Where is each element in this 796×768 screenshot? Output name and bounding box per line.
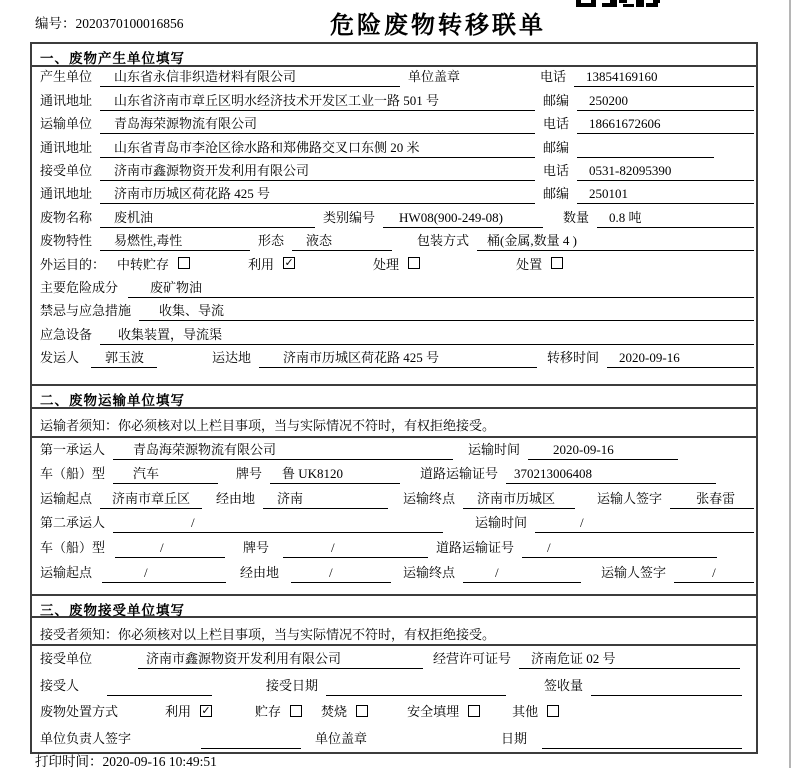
vehicle-type-value-2: / [115,540,225,558]
vehicle-type-value: 汽车 [113,463,218,484]
consignor-value: 郭玉波 [91,347,157,368]
terminus-label: 运输终点 [403,564,456,580]
license-number-value: 济南危证 02 号 [519,648,740,669]
terminus-value: 济南市历城区 [463,488,575,509]
road-permit-value-2: / [522,540,717,558]
category-code-value: HW08(900-249-08) [383,210,543,228]
purpose-transfer-storage-label: 中转贮存 [117,256,170,272]
checkbox-utilize: ✓ [201,703,211,717]
unit-seal-label: 单位盖章 [408,69,461,85]
postcode-label: 邮编 [543,92,570,108]
second-carrier-label: 第二承运人 [40,515,106,531]
section-1-body [32,67,756,384]
phone-label: 电话 [543,116,570,132]
waste-name-value: 废机油 [100,207,315,228]
serial-number-line [35,12,184,32]
plate-number-value-2: / [283,540,428,558]
checkbox-utilize: ✓ [284,256,294,270]
accepting-unit-label: 接受单位 [40,651,93,667]
consignor-row [32,348,756,371]
transporter-unit-value: 青岛海荣源物流有限公司 [100,113,535,134]
transfer-time-label: 转移时间 [547,350,600,366]
disposal-other-option [512,701,559,722]
purpose-dispose-option [516,254,563,275]
plate-number-value: 鲁 UK8120 [270,463,400,484]
hazard-component-value: 废矿物油 [128,277,754,298]
date-value [542,732,742,749]
origin-label: 运输起点 [40,564,93,580]
address-label: 通讯地址 [40,139,93,155]
receiver-unit-row [32,161,756,184]
transporter-address-value: 山东省青岛市李沧区徐水路和郑佛路交叉口东侧 20 米 [100,137,535,158]
shipping-purpose-label: 外运目的： [40,256,106,272]
address-label: 通讯地址 [40,92,93,108]
checkbox-transfer-storage [178,257,190,269]
packaging-label: 包装方式 [417,233,470,249]
emergency-measures-row [32,301,756,324]
print-time-line [35,750,217,768]
vehicle-type-label: 车（船）型 [40,466,106,482]
qr-code-partial [576,0,666,10]
via-label: 经由地 [216,490,256,506]
waste-property-label: 废物特性 [40,233,93,249]
section-2-body [32,438,756,594]
disposal-incinerate-option [321,701,368,722]
carrier-signature-value-2: / [674,565,754,583]
document-title: 危险废物转移联单 [330,13,546,39]
vehicle-type-label: 车（船）型 [40,540,106,556]
generator-postcode-value: 250200 [577,93,754,111]
plate-number-label: 牌号 [236,466,263,482]
generator-unit-value: 山东省永信非织造材料有限公司 [100,66,400,87]
purpose-dispose-label: 处置 [516,256,543,272]
accept-date-label: 接受日期 [266,677,319,693]
transport-time-label: 运输时间 [468,441,521,457]
disposal-other-label: 其他 [512,704,539,720]
receiver-notice: 接受者须知：你必须核对以上栏目事项，当与实际情况不符时，有权拒绝接受。 [32,618,756,646]
form-state-value: 液态 [292,230,392,251]
consignor-label: 发运人 [40,350,80,366]
receiver-address-row [32,184,756,207]
vehicle-type-row [32,463,756,488]
checkbox-incinerate [356,705,368,717]
disposal-utilize-option [165,701,212,722]
disposal-method-label: 废物处置方式 [40,704,119,720]
receiver-unit-label: 接受单位 [40,162,93,178]
quantity-value: 0.8 吨 [597,207,754,228]
generator-address-value: 山东省济南市章丘区明水经济技术开发区工业一路 501 号 [100,90,535,111]
generator-phone-value: 13854169160 [574,69,754,87]
generator-address-row [32,90,756,113]
carrier-signature-value: 张春雷 [670,488,754,509]
serial-label: 编号： [35,16,76,31]
via-value: 济南 [263,488,388,509]
postcode-label: 邮编 [543,186,570,202]
transporter-notice: 运输者须知：你必须核对以上栏目事项，当与实际情况不符时，有权拒绝接受。 [32,409,756,438]
transfer-time-value: 2020-09-16 [607,350,754,368]
generator-unit-row [32,67,756,90]
accept-date-value [326,679,506,696]
emergency-equipment-value: 收集装置，导流渠 [100,324,754,345]
receiver-address-value: 济南市历城区荷花路 425 号 [100,183,535,204]
transporter-postcode-value [577,141,714,158]
waste-name-label: 废物名称 [40,209,93,225]
hazard-component-row [32,278,756,301]
disposal-store-label: 贮存 [255,704,282,720]
transporter-unit-row [32,114,756,137]
responsible-signature-label: 单位负责人签字 [40,731,132,747]
transport-time-label: 运输时间 [475,515,528,531]
origin-value: 济南市章丘区 [100,488,202,509]
via-label: 经由地 [240,564,280,580]
purpose-treat-option [373,254,420,275]
purpose-utilize-option [248,254,295,275]
purpose-utilize-label: 利用 [248,256,275,272]
emergency-measures-value: 收集、导流 [139,300,754,321]
unit-seal-label: 单位盖章 [315,731,368,747]
receiver-postcode-value: 250101 [577,186,754,204]
disposal-utilize-label: 利用 [165,704,192,720]
emergency-equipment-label: 应急设备 [40,326,93,342]
route-row-2 [32,561,756,586]
first-carrier-row [32,438,756,463]
disposal-method-row [32,699,756,726]
carrier-signature-label: 运输人签字 [601,564,667,580]
waste-name-row [32,207,756,230]
checkbox-dispose [551,257,563,269]
hazard-component-label: 主要危险成分 [40,279,119,295]
road-permit-label: 道路运输证号 [420,466,499,482]
accepting-unit-row [32,646,756,673]
checkbox-store [290,705,302,717]
receiver-phone-value: 0531-82095390 [577,163,754,181]
section-2-heading: 二、废物运输单位填写 [32,386,756,409]
print-time-value: 2020-09-16 10:49:51 [102,754,217,768]
transport-time-value: 2020-09-16 [528,442,678,460]
origin-value-2: / [102,565,226,583]
acceptor-value [107,679,212,696]
purpose-treat-label: 处理 [373,256,400,272]
terminus-value-2: / [463,565,581,583]
disposal-landfill-label: 安全填埋 [407,704,460,720]
vehicle-type-row-2 [32,536,756,561]
responsible-signature-value [201,732,301,749]
generator-unit-label: 产生单位 [40,69,93,85]
packaging-value: 桶(金属,数量 4 ) [477,230,754,251]
checkbox-other [547,705,559,717]
phone-label: 电话 [540,69,567,85]
manifest-form [30,42,758,754]
acceptor-label: 接受人 [40,677,80,693]
road-permit-value: 370213006408 [506,466,716,484]
road-permit-label: 道路运输证号 [436,540,515,556]
waste-property-row [32,231,756,254]
emergency-equipment-row [32,324,756,347]
transporter-address-row [32,137,756,160]
page-right-edge [789,0,791,768]
plate-number-label: 牌号 [243,540,270,556]
route-row-1 [32,487,756,512]
print-time-label: 打印时间： [35,754,103,768]
waste-property-value: 易燃性,毒性 [100,230,250,251]
destination-label: 运达地 [212,350,252,366]
checkbox-treat [408,257,420,269]
purpose-transfer-storage-option [117,254,190,275]
category-code-label: 类别编号 [323,209,376,225]
second-carrier-value: / [113,515,443,533]
receiver-unit-value: 济南市鑫源物资开发利用有限公司 [100,160,535,181]
origin-label: 运输起点 [40,490,93,506]
postcode-label: 邮编 [543,139,570,155]
accepting-unit-value: 济南市鑫源物资开发利用有限公司 [138,648,423,669]
first-carrier-value: 青岛海荣源物流有限公司 [113,439,453,460]
license-number-label: 经营许可证号 [433,651,512,667]
transport-time-value-2: / [535,515,754,533]
date-label: 日期 [501,731,528,747]
section-3 [32,594,756,752]
destination-value: 济南市历城区荷花路 425 号 [259,347,537,368]
responsible-signature-row [32,725,756,752]
via-value-2: / [291,565,391,583]
terminus-label: 运输终点 [403,490,456,506]
serial-number: 2020370100016856 [75,16,184,31]
section-3-body [32,646,756,752]
shipping-purpose-row [32,254,756,277]
emergency-measures-label: 禁忌与应急措施 [40,303,132,319]
quantity-label: 数量 [563,209,590,225]
phone-label: 电话 [543,162,570,178]
section-1-heading: 一、废物产生单位填写 [32,44,756,67]
transporter-unit-label: 运输单位 [40,116,93,132]
transporter-phone-value: 18661672606 [577,116,754,134]
carrier-signature-label: 运输人签字 [597,490,663,506]
received-quantity-value [591,679,742,696]
acceptor-row [32,672,756,699]
disposal-incinerate-label: 焚烧 [321,704,348,720]
section-3-heading: 三、废物接受单位填写 [32,596,756,618]
checkbox-landfill [468,705,480,717]
section-2 [32,384,756,594]
second-carrier-row [32,512,756,537]
disposal-landfill-option [407,701,480,722]
disposal-store-option [255,701,302,722]
received-quantity-label: 签收量 [544,677,584,693]
first-carrier-label: 第一承运人 [40,441,106,457]
form-state-label: 形态 [258,233,285,249]
address-label: 通讯地址 [40,186,93,202]
